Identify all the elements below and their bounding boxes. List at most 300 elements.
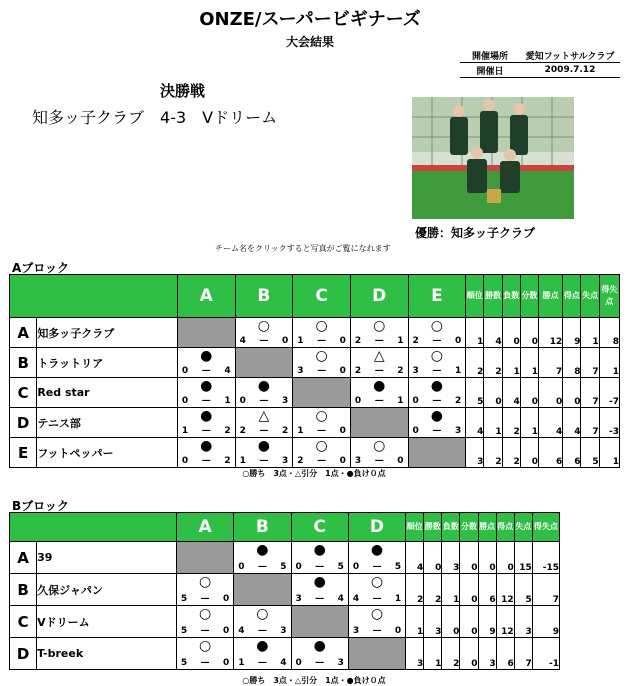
block-b-stat-header: 勝点 (478, 513, 496, 542)
score-for: 1 (238, 658, 245, 668)
score-for: 5 (180, 626, 188, 636)
stat-value: 1 (466, 318, 484, 348)
self-match-cell (350, 408, 408, 438)
score-separator: — (374, 366, 384, 376)
result-mark-icon: ○ (198, 606, 212, 622)
score-for: 2 (412, 336, 419, 346)
match-result-cell (350, 318, 408, 348)
stat-value: 0 (484, 378, 502, 408)
score-separator: — (259, 426, 269, 436)
match-result-cell (291, 574, 348, 606)
score-against: 5 (337, 562, 344, 572)
score-against: 0 (394, 626, 402, 636)
score-against: 2 (397, 366, 404, 376)
stat-value: 0 (502, 318, 520, 348)
match-score (178, 456, 235, 466)
result-mark-icon: ● (200, 378, 213, 394)
result-mark-icon: ● (256, 542, 269, 558)
score-separator: — (374, 396, 384, 406)
score-separator: — (315, 594, 325, 604)
score-separator: — (372, 626, 382, 636)
match-result-cell (234, 542, 291, 574)
score-separator: — (200, 594, 210, 604)
match-result-cell (235, 438, 293, 468)
match-score (236, 456, 293, 466)
block-a-stat-header: 順位 (466, 275, 484, 318)
block-b-col-b: B (234, 513, 291, 542)
score-against: 2 (281, 426, 289, 436)
stat-value: 15 (514, 542, 532, 574)
table-row (10, 542, 560, 574)
match-result-cell (177, 408, 235, 438)
self-match-cell (408, 438, 466, 468)
score-against: 1 (397, 396, 404, 406)
score-for: 0 (354, 396, 362, 406)
match-result-cell (176, 574, 233, 606)
score-separator: — (432, 396, 442, 406)
result-mark-icon: ● (313, 638, 326, 654)
match-score (351, 396, 408, 406)
match-result-cell (348, 606, 405, 638)
block-a-stat-header: 失点 (581, 275, 599, 318)
result-mark-icon: ○ (256, 606, 269, 622)
score-against: 0 (339, 366, 346, 376)
block-b-col-a: A (176, 513, 233, 542)
block-b-header-row (10, 513, 560, 542)
stat-value: 3 (466, 438, 484, 468)
row-letter: B (10, 574, 37, 606)
match-result-cell (293, 348, 351, 378)
block-a-table (9, 274, 620, 468)
stat-value: 3 (406, 638, 424, 670)
score-separator: — (257, 562, 267, 572)
self-match-cell (176, 542, 233, 574)
stat-value: 0 (460, 638, 478, 670)
score-for: 3 (295, 594, 302, 604)
match-result-cell (350, 438, 408, 468)
page-title: ONZE/スーパービギナーズ (199, 9, 421, 30)
score-for: 5 (180, 658, 188, 668)
result-mark-icon: ○ (373, 438, 386, 454)
result-mark-icon: ● (313, 574, 326, 590)
score-against: 4 (337, 594, 344, 604)
score-separator: — (432, 336, 442, 346)
match-score (177, 658, 233, 668)
table-row (10, 606, 560, 638)
stat-value: 3 (442, 542, 460, 574)
score-against: 3 (337, 658, 344, 668)
score-against: 0 (339, 426, 346, 436)
score-against: 3 (281, 456, 289, 466)
stat-value: 1 (599, 348, 619, 378)
block-b-corner (10, 513, 177, 542)
result-mark-icon: ● (430, 408, 443, 424)
match-result-cell (177, 378, 235, 408)
block-b-table (9, 512, 560, 670)
score-for: 5 (180, 594, 188, 604)
match-result-cell (177, 438, 235, 468)
stat-value: -7 (599, 378, 619, 408)
match-score (409, 426, 466, 436)
score-for: 4 (352, 594, 360, 604)
stat-value: -1 (532, 638, 559, 670)
match-score (293, 366, 350, 376)
stat-value: 5 (466, 378, 484, 408)
match-score (292, 594, 348, 604)
match-result-cell (176, 606, 233, 638)
match-result-cell (350, 378, 408, 408)
score-separator: — (259, 336, 269, 346)
score-separator: — (201, 426, 211, 436)
score-for: 3 (297, 366, 304, 376)
result-mark-icon: ● (256, 638, 269, 654)
score-against: 0 (454, 336, 462, 346)
match-score (236, 336, 293, 346)
score-separator: — (317, 366, 327, 376)
venue-date-label: 開催日 (476, 66, 504, 77)
match-result-cell (177, 348, 235, 378)
block-a-stat-header: 勝点 (539, 275, 563, 318)
stat-value: 3 (514, 606, 532, 638)
stat-value: 0 (539, 378, 563, 408)
self-match-cell (235, 348, 293, 378)
score-against: 0 (339, 456, 346, 466)
score-for: 1 (181, 426, 189, 436)
block-b-stat-header: 勝数 (424, 513, 442, 542)
stat-value: 8 (563, 348, 581, 378)
block-a-stat-header: 得点 (563, 275, 581, 318)
stat-value: 5 (514, 574, 532, 606)
result-mark-icon: ● (313, 542, 326, 558)
match-score (178, 366, 235, 376)
final-result: 知多ッ子クラブ 4-3 Vドリーム (32, 108, 278, 127)
match-score (236, 396, 293, 406)
result-mark-icon: ● (257, 438, 271, 454)
row-letter: A (10, 318, 37, 348)
score-for: 1 (239, 456, 246, 466)
score-for: 2 (239, 426, 246, 436)
match-score (351, 366, 408, 376)
score-for: 0 (181, 396, 189, 406)
match-score (234, 626, 290, 636)
row-letter: C (10, 606, 37, 638)
score-separator: — (432, 426, 442, 436)
team-name-link[interactable]: Red star (37, 378, 178, 408)
block-a-col-a: A (177, 275, 235, 318)
result-mark-icon: ○ (315, 318, 328, 334)
result-mark-icon: ● (430, 378, 443, 394)
stat-value: 1 (599, 438, 619, 468)
stat-value: 6 (478, 574, 496, 606)
result-mark-icon: ○ (315, 438, 328, 454)
match-result-cell (293, 408, 351, 438)
stat-value: 4 (539, 408, 563, 438)
block-a-corner (10, 275, 178, 318)
block-a-stat-header: 分数 (520, 275, 538, 318)
score-separator: — (201, 366, 211, 376)
result-mark-icon: ● (200, 348, 213, 364)
result-mark-icon: ● (200, 438, 213, 454)
score-against: 3 (454, 426, 462, 436)
score-against: 5 (394, 562, 402, 572)
stat-value: 0 (424, 542, 442, 574)
match-score (292, 658, 348, 668)
stat-value: 1 (484, 408, 502, 438)
score-separator: — (374, 456, 384, 466)
match-score (349, 626, 405, 636)
page-subtitle: 大会結果 (285, 35, 334, 49)
score-against: 1 (397, 336, 404, 346)
stat-value: 7 (581, 348, 599, 378)
stat-value: 0 (460, 542, 478, 574)
match-result-cell (176, 638, 233, 670)
stat-value: 8 (599, 318, 619, 348)
score-for: 0 (295, 658, 302, 668)
block-a-label: Aブロック (12, 261, 70, 275)
score-separator: — (259, 456, 269, 466)
match-result-cell (293, 318, 351, 348)
team-name-link[interactable]: フットペッパー (37, 438, 178, 468)
stat-value: 1 (442, 574, 460, 606)
result-mark-icon: △ (258, 408, 270, 424)
score-for: 0 (239, 396, 246, 406)
score-for: 2 (297, 456, 304, 466)
table-row (10, 438, 620, 468)
stat-value: 2 (502, 408, 520, 438)
score-separator: — (315, 562, 325, 572)
match-score (293, 456, 350, 466)
stat-value: 1 (406, 606, 424, 638)
match-result-cell (235, 318, 293, 348)
stat-value: 7 (581, 378, 599, 408)
table-row (10, 378, 620, 408)
block-b-stat-header: 順位 (406, 513, 424, 542)
match-score (351, 456, 408, 466)
score-for: 0 (295, 562, 302, 572)
self-match-cell (293, 378, 351, 408)
stat-value: 0 (496, 542, 514, 574)
block-a-col-c: C (293, 275, 351, 318)
score-separator: — (257, 658, 267, 668)
team-name-link[interactable]: T-breek (37, 638, 177, 670)
block-b-stat-header: 失点 (514, 513, 532, 542)
match-result-cell (408, 348, 466, 378)
score-against: 2 (454, 396, 462, 406)
team-name-link[interactable]: トラットリア (37, 348, 178, 378)
score-against: 2 (224, 426, 231, 436)
stat-value: 2 (484, 348, 502, 378)
venue-info (460, 48, 620, 78)
result-mark-icon: ○ (370, 574, 384, 590)
stat-value: 3 (478, 638, 496, 670)
stat-value: -3 (599, 408, 619, 438)
score-against: 0 (222, 658, 230, 668)
stat-value: 0 (478, 542, 496, 574)
score-separator: — (317, 336, 327, 346)
match-result-cell (408, 318, 466, 348)
score-separator: — (372, 562, 382, 572)
stat-value: 4 (563, 408, 581, 438)
winner-caption: 優勝：知多ッ子クラブ (415, 226, 536, 240)
block-b-legend: ○勝ち 3点・△引分 1点・●負け０点 (242, 676, 386, 685)
stat-value: 2 (406, 574, 424, 606)
block-b-col-c: C (291, 513, 348, 542)
block-a-header-row (10, 275, 620, 318)
stat-value: 9 (532, 606, 559, 638)
stat-value: 2 (502, 438, 520, 468)
match-result-cell (235, 378, 293, 408)
match-score (234, 562, 290, 572)
result-mark-icon: ○ (370, 606, 384, 622)
score-separator: — (200, 626, 210, 636)
match-result-cell (350, 348, 408, 378)
match-result-cell (408, 378, 466, 408)
table-row (10, 348, 620, 378)
stat-value: 2 (466, 348, 484, 378)
score-for: 2 (354, 366, 362, 376)
stat-value: 1 (520, 408, 538, 438)
score-against: 1 (394, 594, 402, 604)
venue-place-value: 愛知フットサルクラブ (525, 51, 615, 62)
match-score (236, 426, 293, 436)
row-letter: E (10, 438, 37, 468)
block-a-col-b: B (235, 275, 293, 318)
team-name-link[interactable]: 久保ジャパン (37, 574, 177, 606)
stat-value: 2 (442, 638, 460, 670)
score-for: 0 (181, 366, 189, 376)
score-against: 3 (281, 396, 289, 406)
stat-value: 0 (520, 438, 538, 468)
self-match-cell (348, 638, 405, 670)
block-a-stat-header: 負数 (502, 275, 520, 318)
stat-value: 12 (496, 574, 514, 606)
stat-value: 3 (424, 606, 442, 638)
match-score (178, 396, 235, 406)
result-mark-icon: ○ (315, 408, 328, 424)
score-for: 3 (354, 456, 362, 466)
venue-date-value: 2009.7.12 (544, 65, 596, 75)
stat-value: -15 (532, 542, 559, 574)
stat-value: 2 (484, 438, 502, 468)
score-against: 4 (224, 366, 231, 376)
result-mark-icon: ○ (373, 318, 386, 334)
match-result-cell (293, 438, 351, 468)
match-result-cell (291, 638, 348, 670)
stat-value: 2 (424, 574, 442, 606)
stat-value: 4 (466, 408, 484, 438)
block-a-col-e: E (408, 275, 466, 318)
block-a-stat-header: 勝数 (484, 275, 502, 318)
score-separator: — (201, 396, 211, 406)
match-score (292, 562, 348, 572)
team-name-link[interactable]: 39 (37, 542, 177, 574)
match-result-cell (234, 606, 291, 638)
table-row (10, 574, 560, 606)
self-match-cell (177, 318, 235, 348)
stat-value: 0 (520, 378, 538, 408)
stat-value: 12 (539, 318, 563, 348)
match-score (293, 426, 350, 436)
table-row (10, 408, 620, 438)
match-score (409, 366, 466, 376)
score-for: 3 (352, 626, 360, 636)
stat-value: 0 (442, 606, 460, 638)
team-name-link[interactable]: 知多ッ子クラブ (37, 318, 178, 348)
score-separator: — (372, 594, 382, 604)
stat-value: 7 (514, 638, 532, 670)
stat-value: 0 (460, 574, 478, 606)
score-separator: — (374, 336, 384, 346)
score-for: 0 (352, 562, 360, 572)
score-against: 5 (280, 562, 287, 572)
venue-date-row (460, 63, 620, 78)
result-mark-icon: ● (200, 408, 213, 424)
stat-value: 12 (496, 606, 514, 638)
score-for: 4 (239, 336, 246, 346)
score-for: 0 (412, 426, 419, 436)
stat-value: 9 (563, 318, 581, 348)
match-result-cell (235, 408, 293, 438)
match-score (178, 426, 235, 436)
score-separator: — (259, 396, 269, 406)
stat-value: 4 (406, 542, 424, 574)
score-against: 0 (222, 626, 230, 636)
block-b-stat-header: 得失点 (532, 513, 559, 542)
score-against: 1 (224, 396, 231, 406)
score-for: 0 (412, 396, 419, 406)
row-letter: D (10, 408, 37, 438)
stat-value: 6 (496, 638, 514, 670)
block-b-col-d: D (348, 513, 405, 542)
score-against: 1 (454, 366, 462, 376)
score-against: 0 (397, 456, 404, 466)
match-score (409, 336, 466, 346)
block-a-stat-header: 得失点 (599, 275, 619, 318)
score-separator: — (200, 658, 210, 668)
score-for: 2 (354, 336, 362, 346)
stat-value: 7 (581, 408, 599, 438)
match-score (177, 594, 233, 604)
result-mark-icon: ○ (198, 574, 212, 590)
venue-place-row (460, 48, 620, 63)
stat-value: 4 (484, 318, 502, 348)
team-name-link[interactable]: テニス部 (37, 408, 178, 438)
block-b-label: Bブロック (12, 499, 69, 513)
click-note: チーム名をクリックすると写真がご覧になれます (215, 244, 391, 253)
winner-team-photo (412, 97, 574, 219)
match-result-cell (348, 542, 405, 574)
match-result-cell (234, 638, 291, 670)
row-letter: D (10, 638, 37, 670)
score-against: 4 (280, 658, 287, 668)
stat-value: 9 (478, 606, 496, 638)
self-match-cell (291, 606, 348, 638)
match-score (177, 626, 233, 636)
result-mark-icon: ● (373, 378, 386, 394)
team-name-link[interactable]: Vドリーム (37, 606, 177, 638)
result-mark-icon: ○ (315, 348, 328, 364)
stat-value: 1 (502, 348, 520, 378)
stat-value: 6 (563, 438, 581, 468)
score-for: 0 (238, 562, 245, 572)
result-mark-icon: ● (257, 378, 271, 394)
stat-value: 7 (539, 348, 563, 378)
block-b-stat-header: 負数 (442, 513, 460, 542)
stat-value: 0 (520, 318, 538, 348)
match-score (234, 658, 290, 668)
match-score (409, 396, 466, 406)
score-against: 0 (222, 594, 230, 604)
